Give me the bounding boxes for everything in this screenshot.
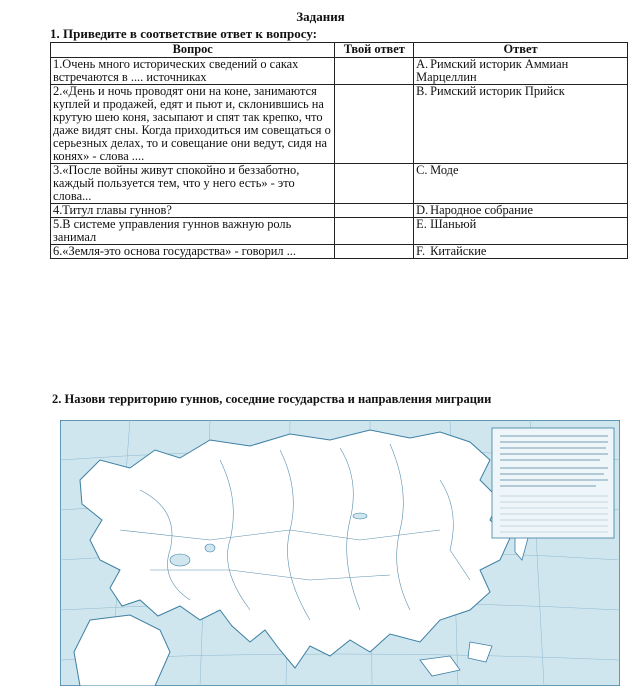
answer-letter: D. bbox=[416, 203, 429, 217]
table-header-row bbox=[51, 43, 628, 58]
question-cell: 2.«День и ночь проводят они на коне, занимаются куплей и продажей, едят и пьют и, склонившись на крутую шею коня, засыпают и спят так крепко, что даже видят сны. Когда приходиться им совещаться о серьезных делах, то и совещание они ведут, сидя на конях» - слова .... bbox=[51, 85, 335, 164]
your-answer-cell[interactable] bbox=[335, 58, 414, 85]
task2-title: 2. Назови территорию гуннов, соседние государства и направления миграции bbox=[52, 392, 492, 406]
page-heading: Задания bbox=[296, 9, 345, 24]
header-question: Вопрос bbox=[51, 43, 335, 58]
caspian-sea bbox=[170, 554, 190, 566]
answer-letter: E. bbox=[416, 217, 427, 231]
your-answer-cell[interactable] bbox=[335, 85, 414, 164]
matching-table bbox=[50, 42, 628, 259]
answer-text: Народное собрание bbox=[430, 203, 533, 217]
answer-cell bbox=[414, 218, 628, 245]
contour-map bbox=[60, 420, 620, 686]
table-row bbox=[51, 164, 628, 204]
question-cell: 6.«Земля-это основа государства» - говорил ... bbox=[51, 245, 335, 259]
your-answer-cell[interactable] bbox=[335, 245, 414, 259]
answer-cell bbox=[414, 85, 628, 164]
answer-text: Римский историк Прийск bbox=[430, 84, 565, 98]
answer-text: Моде bbox=[430, 163, 459, 177]
answer-letter: C. bbox=[416, 163, 428, 177]
header-your-answer: Твой ответ bbox=[335, 43, 414, 58]
baikal-lake bbox=[353, 513, 367, 519]
table-row bbox=[51, 58, 628, 85]
table-row bbox=[51, 204, 628, 218]
answer-cell bbox=[414, 204, 628, 218]
table-row bbox=[51, 85, 628, 164]
your-answer-cell[interactable] bbox=[335, 164, 414, 204]
answer-letter: A. bbox=[416, 57, 429, 71]
aral-sea bbox=[205, 544, 215, 552]
header-answer: Ответ bbox=[414, 43, 628, 58]
answer-letter: F. bbox=[416, 244, 426, 258]
answer-text: Шаньюй bbox=[430, 217, 477, 231]
your-answer-cell[interactable] bbox=[335, 218, 414, 245]
answer-letter: B. bbox=[416, 84, 428, 98]
your-answer-cell[interactable] bbox=[335, 204, 414, 218]
answer-text: Китайские bbox=[430, 244, 487, 258]
question-cell: 4.Титул главы гуннов? bbox=[51, 204, 335, 218]
task1-title: 1. Приведите в соответствие ответ к вопросу: bbox=[50, 26, 317, 41]
question-cell: 3.«После войны живут спокойно и беззаботно, каждый пользуется тем, что у него есть» - это слова... bbox=[51, 164, 335, 204]
question-cell: 5.В системе управления гуннов важную роль занимал bbox=[51, 218, 335, 245]
table-row bbox=[51, 218, 628, 245]
answer-cell bbox=[414, 58, 628, 85]
answer-cell bbox=[414, 245, 628, 259]
answer-cell bbox=[414, 164, 628, 204]
question-cell: 1.Очень много исторических сведений о саках встречаются в .... источниках bbox=[51, 58, 335, 85]
answer-text: Римский историк Аммиан Марцеллин bbox=[416, 57, 569, 84]
map-legend bbox=[492, 428, 614, 538]
table-row bbox=[51, 245, 628, 259]
